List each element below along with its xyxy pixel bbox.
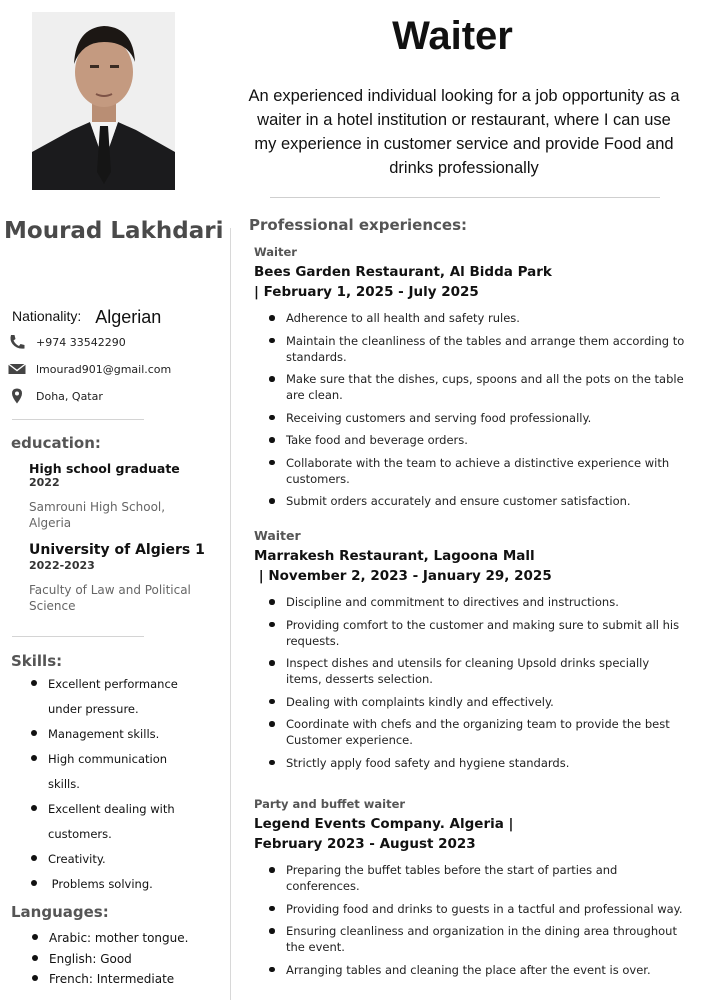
education-year: 2022: [29, 476, 60, 489]
job-duties: [254, 862, 694, 978]
language-item: French: Intermediate: [31, 969, 221, 990]
job-title: Waiter: [392, 14, 513, 58]
nationality-label: Nationality:: [12, 308, 82, 324]
duty-item: Maintain the cleanliness of the tables and arrange them according to standards.: [254, 333, 686, 365]
job-entry: [254, 528, 694, 777]
languages-heading: Languages:: [11, 903, 109, 921]
duty-item: Submit orders accurately and ensure customer satisfaction.: [254, 493, 686, 509]
location-row: [8, 388, 103, 404]
email-address: lmourad901@gmail.com: [36, 362, 172, 376]
location-pin-icon: [8, 388, 26, 404]
job-role: Waiter: [254, 528, 301, 543]
duty-item: Providing food and drinks to guests in a tactful and professional way.: [254, 901, 696, 917]
education-degree: University of Algiers 1: [29, 542, 205, 558]
skill-item: Excellent dealing with: [30, 797, 210, 822]
job-dates: | February 1, 2025 - July 2025: [254, 284, 479, 300]
skills-heading: Skills:: [11, 652, 63, 670]
experience-heading: Professional experiences:: [249, 216, 468, 234]
duty-item: Make sure that the dishes, cups, spoons and all the pots on the table are clean.: [254, 371, 686, 403]
duty-item: Arranging tables and cleaning the place after the event is over.: [254, 962, 686, 978]
phone-number: +974 33542290: [36, 335, 126, 349]
job-role: Party and buffet waiter: [254, 797, 406, 811]
nationality-value: Algerian: [95, 307, 162, 327]
contact-divider: [12, 419, 144, 420]
skill-item-continuation: under pressure.: [48, 702, 139, 716]
phone-row: [8, 334, 126, 350]
column-divider: [230, 228, 231, 1000]
duty-item: Adherence to all health and safety rules.: [254, 310, 686, 326]
job-duties: [254, 310, 694, 509]
education-institution: Samrouni High School, Algeria: [29, 500, 166, 530]
education-degree: High school graduate: [29, 461, 180, 476]
nationality-row: [12, 305, 161, 326]
language-item: English: Good: [31, 949, 221, 970]
duty-item: Coordinate with chefs and the organizing team to provide the best Customer experience.: [254, 716, 686, 748]
email-row: [8, 361, 171, 377]
job-role: Waiter: [254, 245, 297, 259]
duty-item: Strictly apply food safety and hygiene standards.: [254, 755, 686, 771]
duty-item: Ensuring cleanliness and organization in the dining area throughout the event.: [254, 923, 696, 955]
candidate-name: Mourad Lakhdari: [4, 218, 224, 244]
education-heading: education:: [11, 434, 101, 452]
language-item: Arabic: mother tongue.: [31, 928, 221, 949]
skill-item: High communication: [30, 747, 210, 772]
career-summary: An experienced individual looking for a job opportunity as a waiter in a hotel institution or restaurant, where I can use my experience in customer service and provide Food and drinks professionally: [248, 87, 680, 177]
skill-item-continuation: skills.: [48, 777, 80, 791]
education-institution: Faculty of Law and Political Science: [29, 583, 191, 613]
duty-item: Take food and beverage orders.: [254, 432, 686, 448]
job-employer: Legend Events Company. Algeria |: [254, 816, 514, 832]
skills-list: [30, 672, 210, 897]
languages-list: [31, 928, 221, 990]
email-icon: [8, 361, 26, 377]
skill-item-continuation: customers.: [48, 827, 112, 841]
education-year: 2022-2023: [29, 559, 95, 572]
skill-item: Management skills.: [30, 722, 210, 747]
job-duties: [254, 594, 694, 771]
duty-item: Preparing the buffet tables before the start of parties and conferences.: [254, 862, 686, 894]
job-dates: February 2023 - August 2023: [254, 836, 476, 852]
skill-item: Excellent performance: [30, 672, 210, 697]
duty-item: Dealing with complaints kindly and effectively.: [254, 694, 686, 710]
profile-photo: [32, 12, 175, 190]
education-divider: [12, 636, 144, 637]
duty-item: Collaborate with the team to achieve a distinctive experience with customers.: [254, 455, 686, 487]
job-entry: [254, 796, 694, 984]
header-divider: [270, 197, 660, 198]
job-employer: Marrakesh Restaurant, Lagoona Mall: [254, 548, 535, 564]
duty-item: Discipline and commitment to directives and instructions.: [254, 594, 686, 610]
duty-item: Inspect dishes and utensils for cleaning Upsold drinks specially items, desserts selection.: [254, 655, 686, 687]
location-text: Doha, Qatar: [36, 389, 103, 403]
job-entry: [254, 244, 694, 516]
phone-icon: [8, 334, 26, 350]
duty-item: Providing comfort to the customer and making sure to submit all his requests.: [254, 617, 686, 649]
skill-item: Creativity.: [30, 847, 210, 872]
duty-item: Receiving customers and serving food professionally.: [254, 410, 686, 426]
skill-item: Problems solving.: [30, 872, 210, 897]
job-dates: | November 2, 2023 - January 29, 2025: [254, 568, 552, 584]
job-employer: Bees Garden Restaurant, Al Bidda Park: [254, 264, 552, 280]
